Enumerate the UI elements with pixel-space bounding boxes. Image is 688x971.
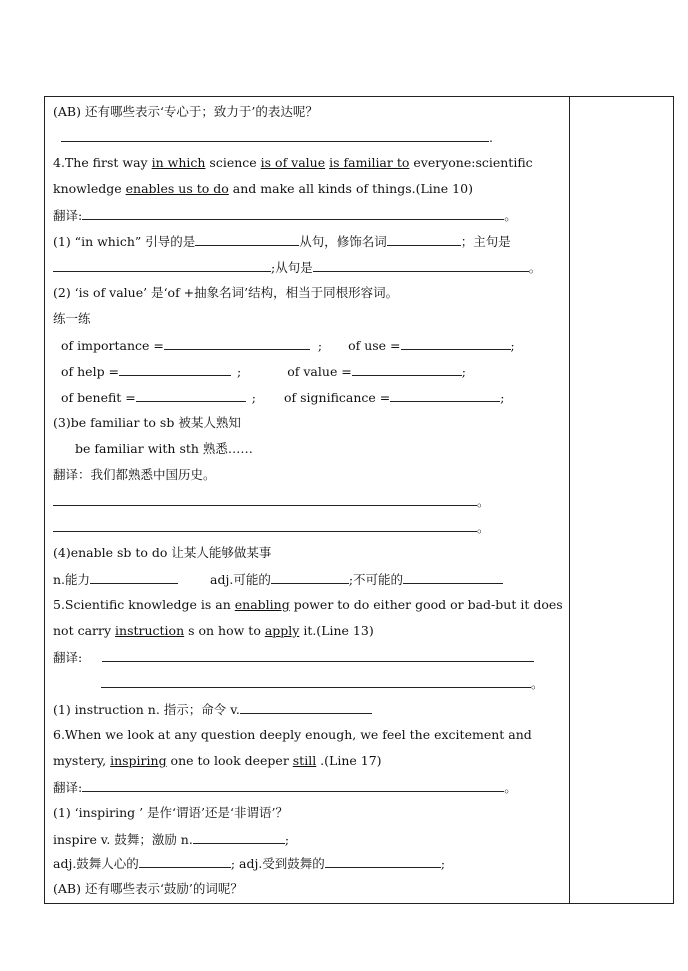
practice-row1 xyxy=(61,337,515,354)
sub1-text: 从句，修饰名词 xyxy=(299,234,387,249)
form-label: n.能力 xyxy=(53,572,91,587)
q6-sentence-line1: 6.When we look at any question deeply enough, we feel the excitement and xyxy=(53,727,532,742)
semicolon: ; xyxy=(510,338,515,353)
sub1-text: (1) “in which” 引导的是 xyxy=(53,234,196,249)
q4-sub2: (2) ‘is of value’ 是‘of +抽象名词’结构，相当于同根形容词。 xyxy=(53,285,399,300)
translation-blank[interactable] xyxy=(102,649,534,662)
q5-sub1-text: (1) instruction n. 指示；命令 v. xyxy=(53,702,240,717)
translation-label: 翻译: xyxy=(53,650,83,665)
q6-translation xyxy=(53,779,517,796)
q6-text: mystery, xyxy=(53,753,111,768)
q5-underline-enabling: enabling xyxy=(234,597,290,612)
period: 。 xyxy=(528,260,542,275)
q6-text: .(Line 17) xyxy=(316,753,382,768)
adj-form-blank[interactable] xyxy=(325,855,441,868)
q5-sentence-line2 xyxy=(53,623,374,639)
practice-item: of help = xyxy=(61,364,120,379)
semicolon: ; xyxy=(500,390,505,405)
q4-translation xyxy=(53,207,517,224)
practice-item: of use = xyxy=(348,338,401,353)
period: 。 xyxy=(504,208,517,223)
semicolon: ; xyxy=(440,856,446,871)
practice-blank[interactable] xyxy=(390,389,500,402)
translation-label: 翻译: xyxy=(53,780,83,795)
form-label: adj.可能的 xyxy=(210,572,271,587)
period: 。 xyxy=(477,520,490,535)
line-end-mark: . xyxy=(489,130,493,145)
line-ab-answer xyxy=(53,129,493,146)
period: 。 xyxy=(531,676,544,691)
translation-blank[interactable] xyxy=(101,675,531,688)
q5-translation-line2 xyxy=(101,675,544,692)
q6-sub1-noun xyxy=(53,831,289,848)
q6-text: one to look deeper xyxy=(166,753,293,768)
semicolon: ; xyxy=(461,364,467,379)
semicolon: ; xyxy=(237,364,242,379)
line-ab-focus: (AB) 还有哪些表示‘专心于；致力于’的表达呢？ xyxy=(53,104,318,119)
q5-text: not carry xyxy=(53,623,116,638)
semicolon: ; xyxy=(251,390,256,405)
q6-sentence-line2 xyxy=(53,753,382,769)
practice-blank[interactable] xyxy=(164,337,310,350)
line-ab-encourage: (AB) 还有哪些表示‘鼓励’的词呢？ xyxy=(53,881,243,896)
practice-item: of value = xyxy=(287,364,352,379)
q5-underline-instruction: instruction xyxy=(115,623,185,638)
q4-sub3b: be familiar with sth 熟悉…… xyxy=(75,441,253,456)
q4-underline-is-of-value: is of value xyxy=(260,155,326,170)
noun-blank[interactable] xyxy=(387,233,461,246)
form-label: ;不可能的 xyxy=(348,572,404,587)
q4-sub4: (4)enable sb to do 让某人能够做某事 xyxy=(53,545,272,560)
column-divider xyxy=(569,97,570,903)
worksheet-table xyxy=(44,96,674,904)
translation-blank[interactable] xyxy=(53,493,477,506)
semicolon: ; xyxy=(317,338,323,353)
translation-label: 翻译: xyxy=(53,208,83,223)
noun-form-blank[interactable] xyxy=(193,831,285,844)
translation-blank[interactable] xyxy=(82,207,504,220)
q4-translation2-label: 翻译：我们都熟悉中国历史。 xyxy=(53,467,216,482)
q5-text: it.(Line 13) xyxy=(299,623,374,638)
q4-sentence-line1 xyxy=(53,155,533,171)
practice-blank[interactable] xyxy=(401,337,511,350)
q4-text: and make all kinds of things.(Line 10) xyxy=(228,181,473,196)
verb-form-blank[interactable] xyxy=(240,701,372,714)
q5-text: s on how to xyxy=(184,623,265,638)
translation-blank[interactable] xyxy=(53,519,477,532)
q6-sub-text: inspire v. 鼓舞；激励 n. xyxy=(53,832,193,847)
q5-sub1 xyxy=(53,701,372,718)
answer-blank[interactable] xyxy=(61,129,489,142)
practice-blank[interactable] xyxy=(352,363,462,376)
period: 。 xyxy=(477,494,490,509)
q4-underline-is-familiar-to: is familiar to xyxy=(329,155,410,170)
q4-text: everyone:scientific xyxy=(409,155,533,170)
q5-translation-line1 xyxy=(53,649,534,666)
q6-underline-inspiring: inspiring xyxy=(110,753,167,768)
noun-form-blank[interactable] xyxy=(90,571,178,584)
neg-adj-blank[interactable] xyxy=(403,571,503,584)
translation2-line2 xyxy=(53,519,490,536)
q6-sub1-adj xyxy=(53,855,445,872)
practice-item: of importance = xyxy=(61,338,164,353)
practice-blank[interactable] xyxy=(119,363,231,376)
q5-text: 5.Scientific knowledge is an xyxy=(53,597,235,612)
q5-text: power to do either good or bad-but it does xyxy=(289,597,563,612)
clause-type-blank[interactable] xyxy=(195,233,299,246)
practice-row3 xyxy=(61,389,505,406)
q4-sentence-line2 xyxy=(53,181,473,197)
practice-item: of significance = xyxy=(284,390,391,405)
q4-sub3: (3)be familiar to sb 被某人熟知 xyxy=(53,415,241,430)
q4-underline-in-which: in which xyxy=(151,155,206,170)
q4-sub1-line1 xyxy=(53,233,511,250)
translation2-line1 xyxy=(53,493,490,510)
period: 。 xyxy=(504,780,517,795)
q4-text: science xyxy=(205,155,261,170)
q6-sub1: (1) ‘inspiring ’ 是作‘谓语’还是‘非谓语’？ xyxy=(53,805,288,820)
q6-sub-text: ; adj.受到鼓舞的 xyxy=(230,856,325,871)
practice-heading: 练一练 xyxy=(53,311,91,326)
sub-clause-blank[interactable] xyxy=(313,259,529,272)
adj-form-blank[interactable] xyxy=(271,571,349,584)
q4-sub4-forms xyxy=(53,571,503,588)
q4-text: knowledge xyxy=(53,181,126,196)
q6-sub-text: adj.鼓舞人心的 xyxy=(53,856,139,871)
main-clause-blank[interactable] xyxy=(53,259,271,272)
q4-underline-enables: enables us to do xyxy=(125,181,229,196)
q5-sentence-line1 xyxy=(53,597,563,613)
q4-sub1-line2 xyxy=(53,259,541,276)
translation-blank[interactable] xyxy=(82,779,504,792)
sub1-text: ;从句是 xyxy=(271,260,313,275)
q6-underline-still: still xyxy=(292,753,317,768)
practice-blank[interactable] xyxy=(136,389,246,402)
adj-form-blank[interactable] xyxy=(139,855,231,868)
q4-text: 4.The first way xyxy=(53,155,152,170)
semicolon: ; xyxy=(284,832,290,847)
practice-item: of benefit = xyxy=(61,390,136,405)
q5-underline-apply: apply xyxy=(264,623,300,638)
sub1-text: ；主句是 xyxy=(460,234,511,249)
practice-row2 xyxy=(61,363,466,380)
worksheet-content xyxy=(45,97,569,903)
